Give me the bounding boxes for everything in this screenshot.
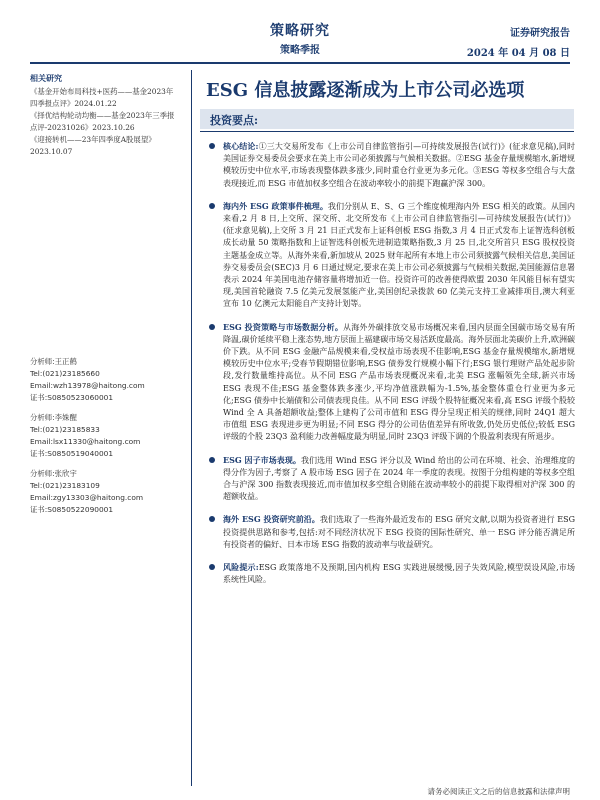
bullet-dot: [209, 143, 215, 149]
related-item[interactable]: 《择优结构轮动均衡——基金2023年三季报点评-20231026》2023.10.26: [30, 111, 175, 132]
bullet-text: 我们分别从 E、S、G 三个维度梳理海内外 ESG 相关的政策。从国内来看,2 月 8 日,上交所、深交所、北交所发布《上市公司自律监管指引—可持续发展报告(试行)》(征求意见稿),上交所 3 月 21 日正式发布上证科创板 ESG 指数,3 月 4 日正式发布上证智选科创板成长动量 50 策略指数和上证智选科创板先进制造策略指数,3 月 25 日,北交所首只 ESG 股权投资主题基金成立等。从海外来看,新加坡从 2025 财年起所有本地上市公司须披露气候相关信息,美国证券交易委员会(SEC)3 月 6 日通过规定,要求在美上市公司必须披露与气候相关数据,美国能源信息署表示 2024 年美国电池存储容量将增加近一倍。投资许可的改善使得欧盟 2030 年风能目标有望实现,美国首轮融资 7.5 亿美元发展氢能产业,美国创纪录拨款 60 亿美元支持工业减排项目,澳大利亚宣布 10 亿澳元太阳能自产支持计划等。: [223, 201, 575, 309]
header-title: 策略研究: [270, 23, 330, 39]
section-label: 投资要点:: [210, 114, 259, 127]
bullet-policy-events: [203, 200, 575, 311]
section-divider: [200, 131, 574, 132]
analyst-cert: 证书:S0850522090001: [30, 505, 114, 514]
bullet-text: 从海外外碳排放交易市场概况来看,国内层面全国碳市场交易有所降温,碳价延续平稳上涨态势,地方层面上福建碳市场交易活跃度最高。海外层面北美碳价上升,欧洲碳价下跌。从不同 ESG 金融产品规模来看,受权益市场表现不佳影响,ESG 基金存量规模缩水,新增规模较历史中位水平;受春节假期错位影响,ESG 债券发行规模小幅下行;ESG 银行理财产品处起步阶段,发行数量维持高位。从不同 ESG 产品市场表现概况来看,北美 ESG 涨幅领先全球,新兴市场 ESG 表现不佳;ESG 基金整体跌多涨少,平均净值涨跌幅为-1.5%,基金整体重仓行业更为多元化;ESG 债券中长端债和公司债表现良佳。从不同 ESG 评级个股特征概况来看,高 ESG 评级个股较 Wind 全 A 具备超额收益;整体上建构了公司市值和 ESG 得分呈现正相关的规律,同时 24Q1 超大市值组 ESG 表现进步更为明显;不同 ESG 得分的公司估值差异有所收敛,仍处历史低位;较低 ESG 评级的个股 23Q3 盈利能力改善幅度最为明显,同时 23Q3 评级下调的个股盈利表现有所退步。: [223, 322, 575, 442]
bullet-text: ESG 政策落地不及预期,国内机构 ESG 实践进展缓慢,因子失效风险,模型误设风险,市场系统性风险。: [223, 563, 575, 585]
report-date: 2024 年 04 月 08 日: [466, 48, 570, 59]
header-subtitle: 策略季报: [280, 45, 320, 56]
bullet-dot: [209, 457, 215, 463]
analyst-name: 分析师:李姝醒: [30, 413, 77, 422]
bullet-core-conclusion: [203, 140, 575, 190]
bullet-text: 我们选取了一些海外最近发布的 ESG 研究文献,以期为投资者进行 ESG 投资提供思路和参考,包括:对不同经济状况下 ESG 投资的国际性研究、单一 ESG 评分能否满足所有投资者的偏好、日本市场 ESG 指数的波动率与收益研究。: [223, 515, 576, 549]
bullet-overseas-research: [203, 513, 575, 551]
bullet-strategy-analysis: [203, 321, 575, 444]
analyst-email[interactable]: Email:lsx11330@haitong.com: [30, 437, 141, 446]
bullet-text: ①三大交易所发布《上市公司自律监管指引—可持续发展报告(试行)》(征求意见稿),同时美国证券交易委员会要求在美上市公司必须披露与气候相关数据。②ESG 基金存量规模缩水,新增规模较历史中位水平,市场表现整体跌多涨少,同时重仓行业更为多元化。③ESG 等权多空组合与大盘表现接近,而 ESG 市值加权多空组合在波动率较小的前提下跑赢沪深 300。: [223, 142, 576, 188]
analyst-email[interactable]: Email:wzh13978@haitong.com: [30, 381, 145, 390]
analyst-block: [30, 356, 180, 404]
analyst-tel: Tel:(021)23183109: [30, 481, 100, 490]
key-points: [203, 140, 575, 597]
header-divider: [30, 62, 570, 64]
report-type-label: 证券研究报告: [510, 28, 570, 39]
analyst-cert: 证书:S0850519040001: [30, 449, 114, 458]
bullet-head: 海内外 ESG 政策事件梳理。: [223, 200, 328, 211]
bullet-head: 海外 ESG 投资研究前沿。: [223, 514, 320, 525]
related-heading: 相关研究: [30, 73, 62, 83]
sidebar: [30, 72, 180, 516]
analyst-tel: Tel:(021)23185833: [30, 425, 100, 434]
analyst-block: [30, 412, 180, 460]
related-item[interactable]: 《迎接转机——23年四季度A股展望》2023.10.07: [30, 135, 156, 156]
bullet-head: ESG 投资策略与市场数据分析。: [223, 321, 344, 332]
bullet-head: 核心结论:: [223, 141, 259, 151]
bullet-dot: [209, 203, 215, 209]
footer-disclaimer: 请务必阅读正文之后的信息披露和法律声明: [427, 787, 570, 796]
related-item[interactable]: 《基金开始布局科技+医药——基金2023年四季报点评》2024.01.22: [30, 87, 174, 108]
bullet-dot: [209, 516, 215, 522]
analyst-block: [30, 468, 180, 516]
bullet-dot: [209, 564, 215, 570]
bullet-risk-warning: [203, 561, 575, 586]
analyst-cert: 证书:S0850523060001: [30, 393, 114, 402]
analyst-tel: Tel:(021)23185660: [30, 369, 100, 378]
vertical-divider: [191, 70, 192, 786]
bullet-factor-performance: [203, 454, 575, 504]
bullet-head: ESG 因子市场表现。: [223, 454, 301, 465]
bullet-dot: [209, 324, 215, 330]
analyst-name: 分析师:张欣宇: [30, 469, 77, 478]
analyst-name: 分析师:王正鹤: [30, 357, 77, 366]
analyst-email[interactable]: Email:zgy13303@haitong.com: [30, 493, 144, 502]
bullet-head: 风险提示:: [223, 562, 259, 573]
bullet-text: 我们选用 Wind ESG 评分以及 Wind 给出的公司在环境、社会、治理维度的得分作为因子,考察了 A 股市场 ESG 因子在 2024 年一季度的表现。按图于分组构建的等权多空组合与沪深 300 指数表现接近,而市值加权多空组合则能在波动率较小的前提下取得相对沪深 300 的超额收益。: [223, 455, 575, 502]
page-title: ESG 信息披露逐渐成为上市公司必选项: [206, 80, 525, 101]
